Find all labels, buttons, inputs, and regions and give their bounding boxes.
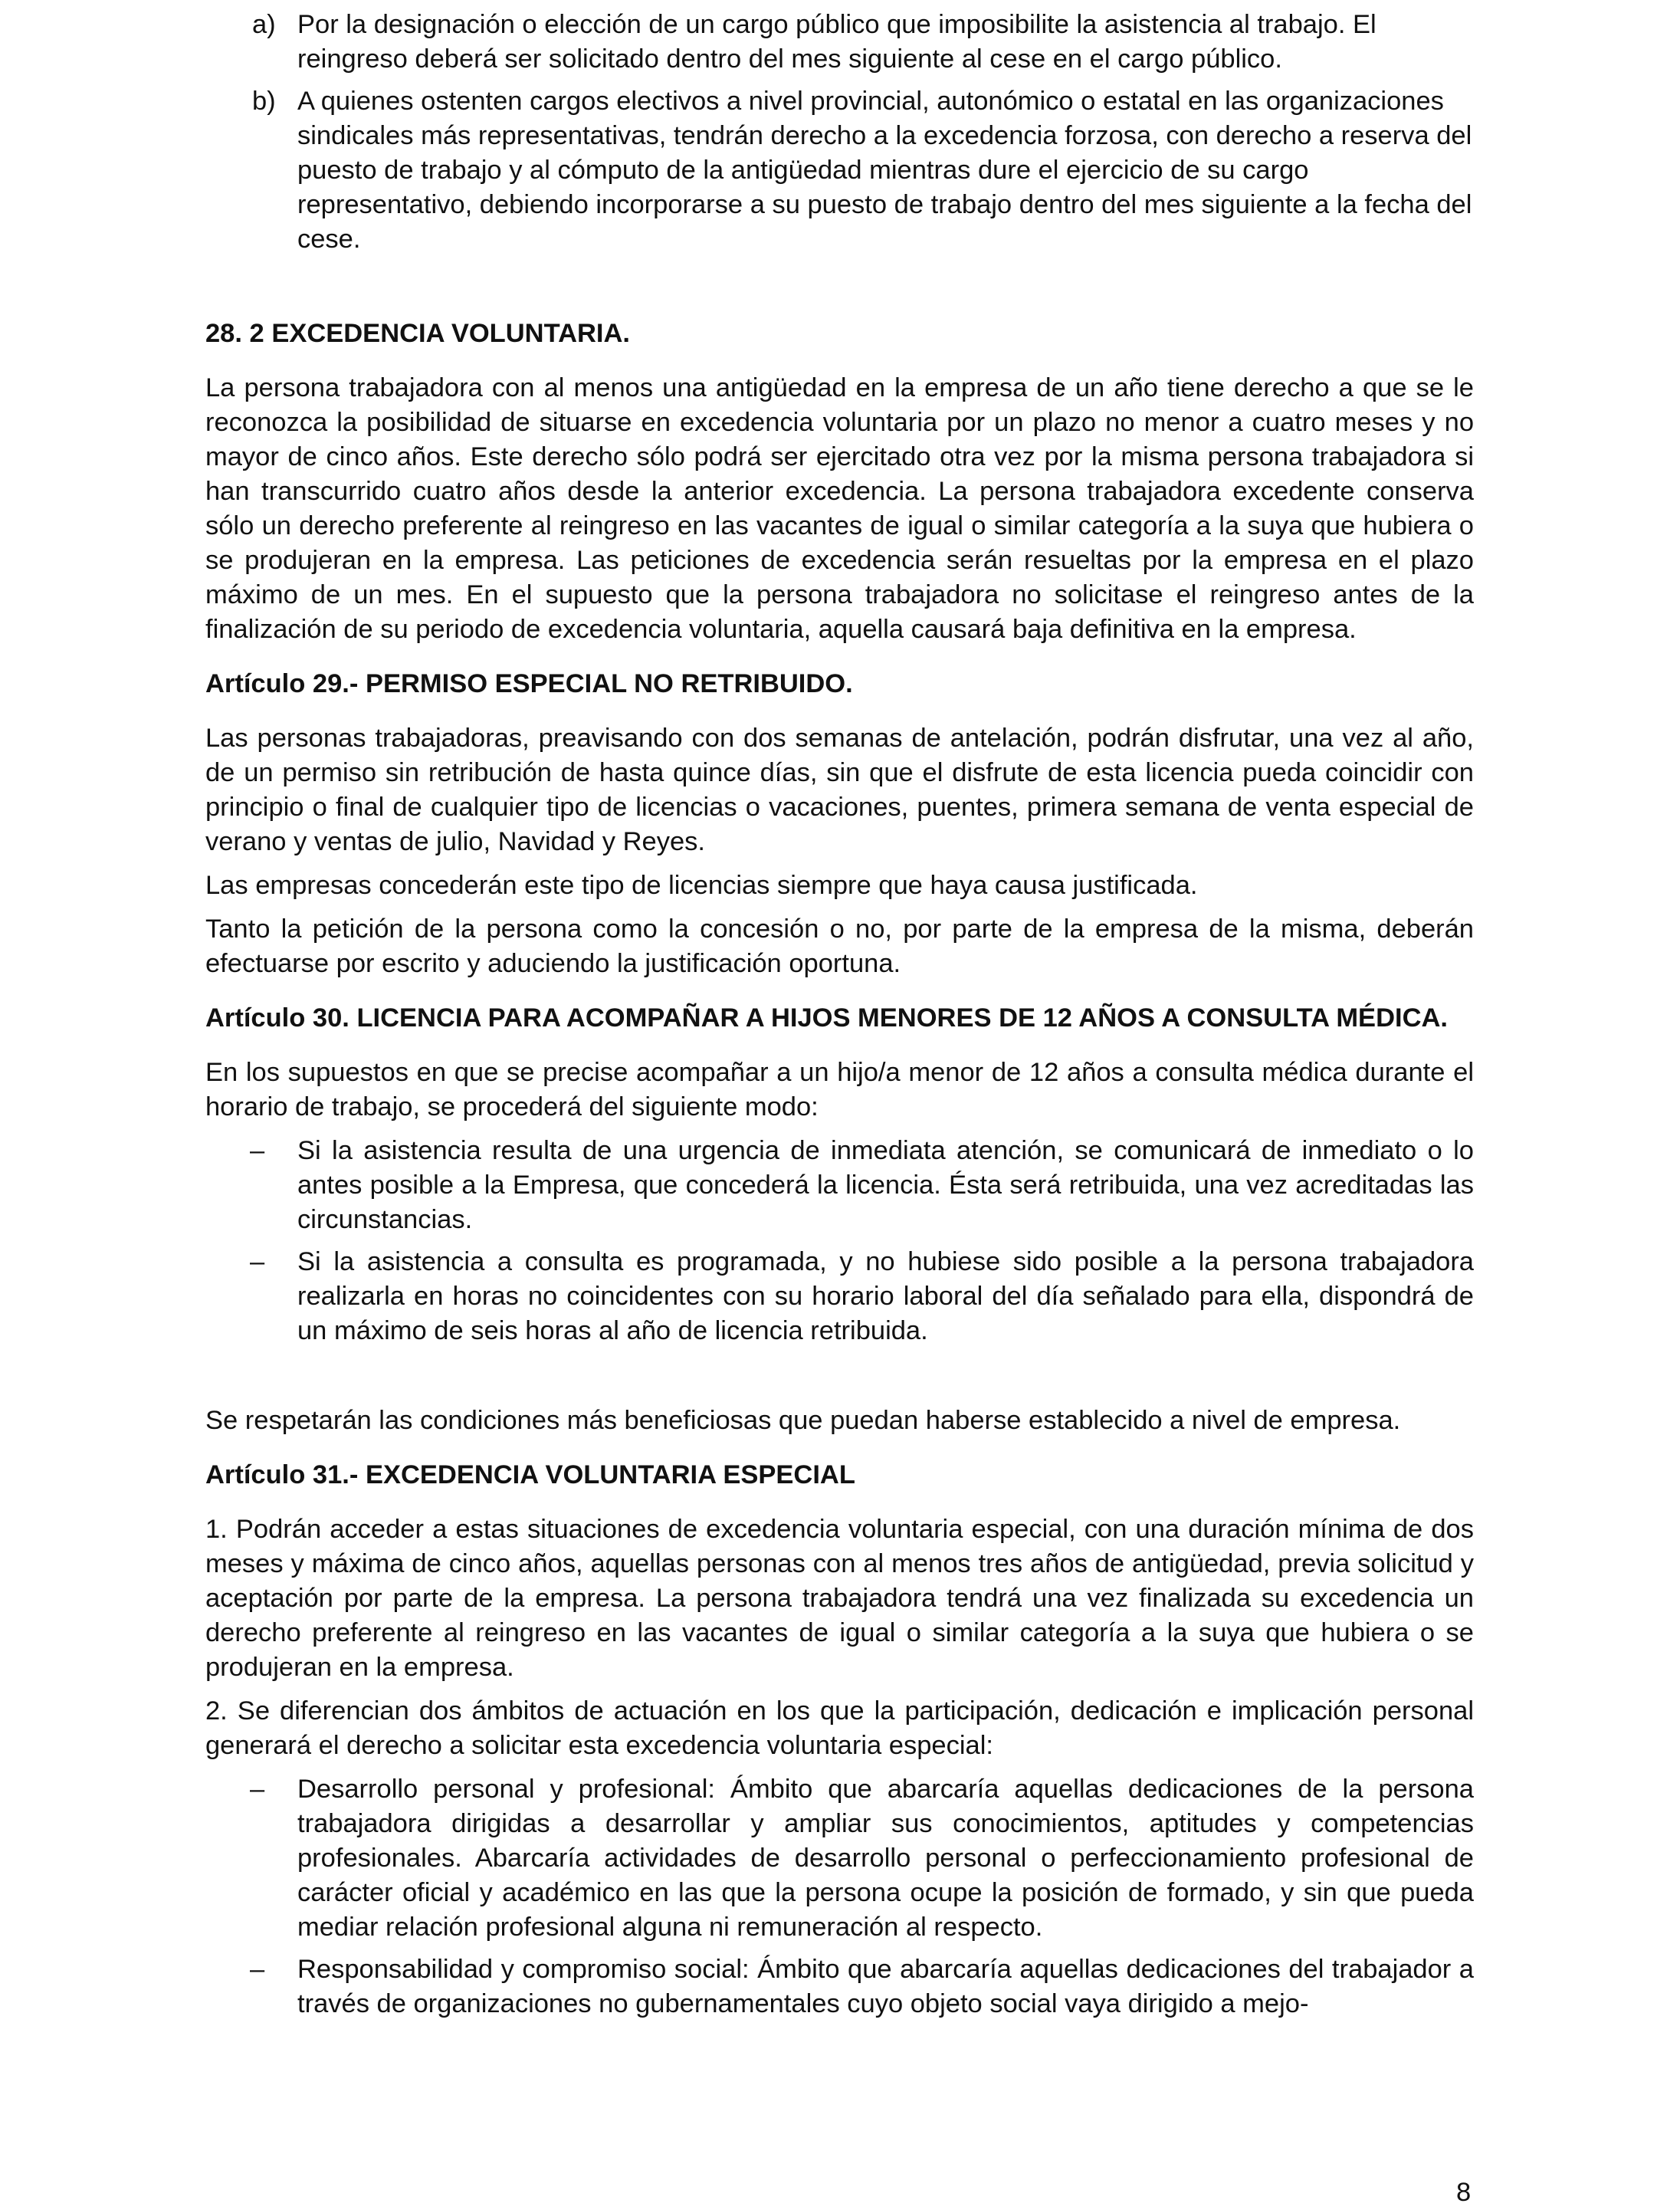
paragraph: 1. Podrán acceder a estas situaciones de excedencia voluntaria especial, con una duración mínima de dos meses y máxima de cinco años, aquellas personas con al menos tres años de antigüedad, previa solicitud y aceptación por parte de la empresa. La persona trabajadora tendrá una vez finalizada su excedencia un derecho preferente al reingreso en las vacantes de igual o similar categoría a la suya que hubiera o se produjeran en la empresa. xyxy=(205,1515,1474,1682)
list-item xyxy=(205,1134,1474,1237)
paragraph: Se respetarán las condiciones más beneficiosas que puedan haberse establecido a nivel de empresa. xyxy=(205,1406,1401,1435)
list-marker: – xyxy=(250,1775,265,1804)
document-page xyxy=(205,8,1474,2029)
list-marker: b) xyxy=(252,87,276,116)
list-marker: – xyxy=(250,1247,265,1276)
list-item-text: A quienes ostenten cargos electivos a nivel provincial, autonómico o estatal en las organizaciones sindicales más representativas, tendrán derecho a la excedencia forzosa, con derecho a reserva del puesto de trabajo y al cómputo de la antigüedad mientras dure el ejercicio de su cargo representativo, debiendo incorporarse a su puesto de trabajo dentro del mes siguiente a la fecha del cese. xyxy=(297,87,1472,254)
paragraph: Las personas trabajadoras, preavisando con dos semanas de antelación, podrán disfrutar, una vez al año, de un permiso sin retribución de hasta quince días, sin que el disfrute de esta licencia pueda coincidir con principio o final de cualquier tipo de licencias o vacaciones, puentes, primera semana de venta especial de verano y ventas de julio, Navidad y Reyes. xyxy=(205,724,1474,856)
list-item-text: Desarrollo personal y profesional: Ámbito que abarcaría aquellas dedicaciones de la persona trabajadora dirigidas a desarrollar y ampliar sus conocimientos, aptitudes y competencias profesionales. Abarcaría actividades de desarrollo personal o perfeccionamiento profesional de carácter oficial y académico en las que la persona ocupe la posición de formado, y sin que pueda mediar relación profesional alguna ni remuneración al respecto. xyxy=(297,1775,1474,1942)
list-item-text: Si la asistencia a consulta es programada, y no hubiese sido posible a la persona trabajadora realizarla en horas no coincidentes con su horario laboral del día señalado para ella, dispondrá de un máximo de seis horas al año de licencia retribuida. xyxy=(297,1247,1474,1345)
section-heading-30: Artículo 30. LICENCIA PARA ACOMPAÑAR A HIJOS MENORES DE 12 AÑOS A CONSULTA MÉDICA. xyxy=(205,1003,1448,1033)
list-item xyxy=(205,1952,1474,2021)
section-heading-28-2: 28. 2 EXCEDENCIA VOLUNTARIA. xyxy=(205,319,631,348)
list-item-text: Si la asistencia resulta de una urgencia de inmediata atención, se comunicará de inmediato o lo antes posible a la Empresa, que concederá la licencia. Ésta será retribuida, una vez acreditadas las circunstancias. xyxy=(297,1136,1474,1234)
list-marker: a) xyxy=(252,10,276,39)
paragraph: Las empresas concederán este tipo de licencias siempre que haya causa justificada. xyxy=(205,871,1198,900)
list-item-text: Por la designación o elección de un cargo público que imposibilite la asistencia al trabajo. El reingreso deberá ser solicitado dentro del mes siguiente al cese en el cargo público. xyxy=(297,10,1376,74)
section-heading-29: Artículo 29.- PERMISO ESPECIAL NO RETRIBUIDO. xyxy=(205,669,853,698)
page-number: 8 xyxy=(1456,2178,1472,2207)
list-marker: – xyxy=(250,1136,265,1165)
list-item xyxy=(205,1245,1474,1348)
paragraph: La persona trabajadora con al menos una antigüedad en la empresa de un año tiene derecho a que se le reconozca la posibilidad de situarse en excedencia voluntaria por un plazo no menor a cuatro meses y no mayor de cinco años. Este derecho sólo podrá ser ejercitado otra vez por la misma persona trabajadora si han transcurrido cuatro años desde la anterior excedencia. La persona trabajadora excedente conserva sólo un derecho preferente al reingreso en las vacantes de igual o similar categoría a la suya que hubiera o se produjeran en la empresa. Las peticiones de excedencia serán resueltas por la empresa en el plazo máximo de un mes. En el supuesto que la persona trabajadora no solicitase el reingreso antes de la finalización de su periodo de excedencia voluntaria, aquella causará baja definitiva en la empresa. xyxy=(205,373,1474,644)
list-item xyxy=(205,84,1474,257)
list-item-text: Responsabilidad y compromiso social: Ámbito que abarcaría aquellas dedicaciones del trabajador a través de organizaciones no gubernamentales cuyo objeto social vaya dirigido a mejo- xyxy=(297,1955,1474,2018)
paragraph: En los supuestos en que se precise acompañar a un hijo/a menor de 12 años a consulta médica durante el horario de trabajo, se procederá del siguiente modo: xyxy=(205,1058,1474,1121)
paragraph: 2. Se diferencian dos ámbitos de actuación en los que la participación, dedicación e implicación personal generará el derecho a solicitar esta excedencia voluntaria especial: xyxy=(205,1696,1474,1760)
list-marker: – xyxy=(250,1955,265,1984)
section-heading-31: Artículo 31.- EXCEDENCIA VOLUNTARIA ESPECIAL xyxy=(205,1460,855,1489)
list-item xyxy=(205,8,1474,77)
list-item xyxy=(205,1772,1474,1945)
paragraph: Tanto la petición de la persona como la concesión o no, por parte de la empresa de la misma, deberán efectuarse por escrito y aduciendo la justificación oportuna. xyxy=(205,915,1474,978)
